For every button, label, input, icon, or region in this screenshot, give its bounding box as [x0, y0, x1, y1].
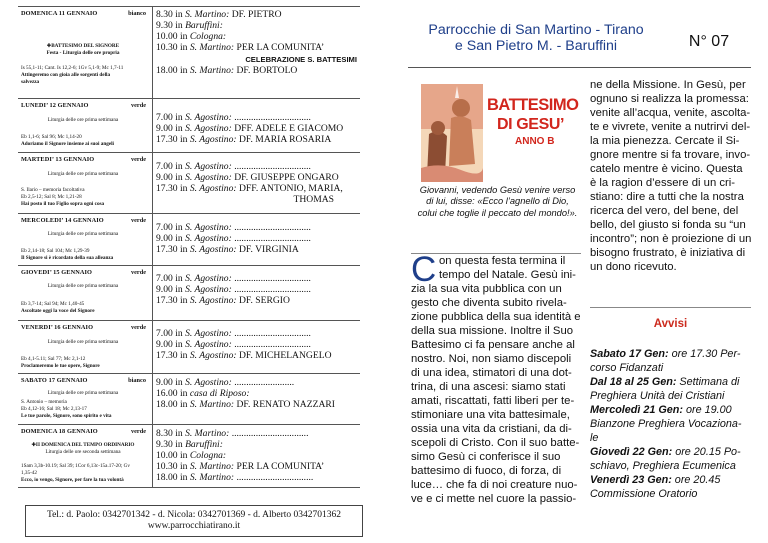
liturgical-color: verde [130, 156, 146, 163]
article-line: ve e ci mette nel cuore la passio- [411, 493, 577, 505]
weekly-calendar [18, 6, 360, 536]
mass-entry: 9.00 in S. Agostino: ................................ [156, 339, 311, 350]
article-line: della sua missione. Inoltre il Suo [411, 325, 574, 337]
day-name: SABATO 17 GENNAIO [21, 377, 88, 384]
drop-cap: C [411, 250, 437, 289]
mass-entry: 8.30 in S. Martino: DF. PIETRO [156, 9, 282, 20]
day-name: LUNEDI’ 12 GENNAIO [21, 102, 89, 109]
caption-line: colui che toglie il peccato del mondo!». [417, 207, 578, 218]
article-line: nostro. Noi, non siamo discepoli [411, 353, 572, 365]
mass-entry: 17.30 in S. Agostino: DFF. ANTONIO, MARIA, [156, 183, 343, 194]
baptism-illustration [421, 84, 483, 182]
notice-line: le [590, 432, 599, 444]
notice-line: corso Fidanzati [590, 362, 664, 374]
mass-entry: 18.00 in S. Martino: DF. RENATO NAZZARI [156, 399, 335, 410]
notice-line: Mercoledì 21 Gen: ore 19.00 [590, 404, 732, 416]
article-line: ricerca del vero, del bene, del [590, 205, 739, 217]
mass-entry: 10.30 in S. Martino: PER LA COMUNITA’ [156, 42, 325, 53]
article-line: simo Gesù ci conferisce il suo [411, 451, 561, 463]
psalm-response: Proclameremo le tue opere, Signore [21, 363, 100, 369]
readings: Is 55,1-11; Cant. Is 12,2-6; 1Gv 5,1-9; Mc 1,7-11 [21, 65, 124, 71]
mass-entry: 18.00 in S. Martino: ................................ [156, 472, 314, 483]
article-line: gesto che diventa subito rivela- [411, 297, 567, 309]
mass-schedule [154, 99, 360, 153]
article-column-1 [411, 250, 581, 536]
article-line: zia la sua vita pubblica con un [411, 283, 562, 295]
contact-footer [25, 505, 363, 537]
cover-title-word1: BATTESIMO [487, 96, 579, 114]
day-row-sunday-18 [18, 424, 360, 488]
notices-title: Avvisi [653, 318, 688, 330]
notice-line: Giovedì 22 Gen: ore 20.15 Po- [590, 446, 741, 458]
mass-entry: 7.00 in S. Agostino: ................................ [156, 161, 311, 172]
psalm-response: Ecco, io vengo, Signore, per fare la tua volontà [21, 477, 124, 483]
article-line: è la ragion d’essere di un cri- [590, 177, 736, 189]
article-line: catelo mentre è vicino. Questa [590, 163, 743, 175]
article-line: on questa festa termina il [439, 255, 566, 267]
mass-entry: 9.00 in S. Agostino: DF. GIUSEPPE ONGARO [156, 172, 339, 183]
cover-panel [411, 78, 584, 248]
liturgical-color: bianco [128, 10, 146, 17]
parish-name-line1: Parrocchie di San Martino - Tirano [428, 22, 644, 38]
article-line: Battesimo ci fa pensare anche al [411, 339, 575, 351]
liturgy-note: Liturgia delle ore prima settimana [47, 390, 119, 396]
mass-entry: 9.00 in S. Agostino: ................................ [156, 284, 311, 295]
mass-entry: 16.00 in casa di Riposo: [156, 388, 250, 399]
mass-entry: 9.30 in Baruffini: [156, 439, 223, 450]
article-line: la mia pienezza. Cercate il Si- [590, 135, 740, 147]
article-line: un dono ricevuto. [590, 261, 677, 273]
psalm-response: Le tue parole, Signore, sono spirito e vita [21, 413, 112, 419]
article-line: ognuno si realizza la promessa: [590, 93, 749, 105]
mass-schedule [154, 321, 360, 374]
day-row-tuesday-13 [18, 152, 360, 214]
article-line: tempo del Natale. Gesù ini- [439, 269, 576, 281]
mass-entry: 17.30 in S. Agostino: DF. MICHELANGELO [156, 350, 332, 361]
day-info [18, 266, 153, 321]
liturgy-note: Liturgia delle ore seconda settimana [45, 449, 121, 455]
liturgy-note: Liturgia delle ore prima settimana [47, 231, 119, 237]
parish-name-line2: e San Pietro M. - Baruffini [454, 38, 618, 54]
mass-entry: 17.30 in S. Agostino: DF. SERGIO [156, 295, 290, 306]
article-line: di una idea, stimatori di una dot- [411, 367, 572, 379]
article-line: stimoniare una vita battesimale, [411, 409, 570, 421]
day-row-saturday-17 [18, 373, 360, 425]
day-row-friday-16 [18, 320, 360, 374]
day-row-sunday-11 [18, 6, 360, 99]
mass-entry-continued: THOMAS [293, 194, 334, 205]
psalm-response: Il Signore si è ricordato della sua alleanza [21, 255, 114, 261]
mass-entry: 10.30 in S. Martino: PER LA COMUNITA’ [156, 461, 325, 472]
saint-memorial: S. Ilario – memoria facoltativa [21, 187, 85, 193]
day-info [18, 214, 153, 266]
liturgical-year: ANNO B [515, 136, 555, 147]
mass-entry: 17.30 in S. Agostino: DF. VIRGINIA [156, 244, 299, 255]
psalm-response: Attingeremo con gioia alle sorgenti della [21, 72, 111, 78]
mass-schedule [154, 7, 360, 99]
day-info [18, 7, 153, 99]
readings: Eb 1,1-6; Sal 96; Mc 1,14-20 [21, 134, 82, 140]
feast-name: ✚BATTESIMO DEL SIGNORE [46, 43, 120, 49]
issue-number: N° 07 [688, 33, 730, 50]
caption-line: Giovanni, vedendo Gesù venire verso [419, 185, 576, 195]
mass-entry: 9.30 in Baruffini: [156, 20, 223, 31]
mass-entry: 9.00 in S. Agostino: DFF. ADELE E GIACOMO [156, 123, 344, 134]
day-info [18, 321, 153, 374]
liturgical-color: bianco [128, 377, 146, 384]
special-celebration: CELEBRAZIONE S. BATTESIMI [245, 55, 357, 64]
psalm-response: Ascoltate oggi la voce del Signore [21, 308, 95, 314]
day-info [18, 425, 153, 487]
article-line: incontro”; non è proiezione di un [590, 233, 752, 245]
issue-number-box [667, 19, 751, 59]
phone-numbers: Tel.: d. Paolo: 0342701342 - d. Nicola: 0342701369 - d. Alberto 0342701362 [46, 510, 342, 520]
header-divider [408, 67, 751, 68]
psalm-response: Hai posto il tuo Figlio sopra ogni cosa [21, 201, 105, 207]
mass-entry: 7.00 in S. Agostino: ................................ [156, 328, 311, 339]
liturgical-color: verde [130, 102, 146, 109]
mass-entry: 9.00 in S. Agostino: ................................ [156, 233, 311, 244]
article-line: venite all’acqua, venite, ascolta- [590, 107, 751, 119]
readings: Eb 4,12-16; Sal 18; Mc 2,13-17 [21, 406, 87, 412]
day-info [18, 153, 153, 214]
notice-line: Commissione Oratorio [590, 488, 698, 500]
mass-schedule [154, 214, 360, 266]
notice-line: schiavo, Preghiera Ecumenica [590, 460, 736, 472]
mass-schedule [154, 425, 360, 487]
day-name: DOMENICA 11 GENNAIO [21, 10, 98, 17]
newsletter-title [408, 16, 664, 60]
notice-line: Dal 18 al 25 Gen: Settimana di [590, 376, 740, 388]
liturgical-color: verde [130, 428, 146, 435]
readings: 1Sam 3,3b-10.19; Sal 39; 1Cor 6,13c-15a.17-20; Gv [21, 463, 130, 469]
mass-entry: 7.00 in S. Agostino: ................................ [156, 222, 311, 233]
readings-cont: 1,35-42 [21, 470, 37, 476]
notice-line: Bianzone Preghiera Vocaziona- [590, 418, 742, 430]
cover-caption [411, 185, 584, 219]
notice-line: Venerdì 23 Gen: ore 20.45 [590, 474, 721, 486]
day-row-monday-12 [18, 98, 360, 153]
mass-entry: 7.00 in S. Agostino: ................................ [156, 112, 311, 123]
liturgy-note: Liturgia delle ore prima settimana [47, 117, 119, 123]
notice-line: Preghiera Unità dei Cristiani [590, 390, 725, 402]
caption-line: di lui, disse: «Ecco l’agnello di Dio, [426, 196, 569, 207]
liturgy-note: Liturgia delle ore prima settimana [47, 283, 119, 289]
article-line: trina, di una ascesi: siamo stati [411, 381, 566, 393]
mass-entry: 8.30 in S. Martino: ................................ [156, 428, 309, 439]
notices-box [590, 307, 751, 536]
mass-schedule [154, 374, 360, 425]
notice-line: Sabato 17 Gen: ore 17.30 Per- [590, 348, 741, 360]
mass-entry: 10.00 in Cologna: [156, 31, 227, 42]
day-name: VENERDI’ 16 GENNAIO [21, 324, 94, 331]
day-info [18, 99, 153, 153]
mass-entry: 18.00 in S. Martino: DF. BORTOLO [156, 65, 298, 76]
liturgy-note: Festa - Liturgia delle ore propria [46, 50, 120, 56]
liturgical-color: verde [130, 217, 146, 224]
psalm-response-cont: salvezza [21, 79, 40, 85]
article-line: amati, riscattati, fatti liberi per te- [411, 395, 575, 407]
day-row-thursday-15 [18, 265, 360, 321]
article-line: ne della Missione. In Gesù, per [590, 79, 746, 91]
mass-schedule [154, 153, 360, 214]
mass-entry: 10.00 in Cologna: [156, 450, 227, 461]
day-name: MERCOLEDI’ 14 GENNAIO [21, 217, 104, 224]
mass-entry: 7.00 in S. Agostino: ................................ [156, 273, 311, 284]
website-link[interactable]: www.parrocchiatirano.it [147, 521, 241, 531]
article-line: te e vivrete, venite a nutrirvi del- [590, 121, 751, 133]
liturgy-note: Liturgia delle ore prima settimana [47, 171, 119, 177]
day-name: DOMENICA 18 GENNAIO [21, 428, 98, 435]
cover-title-word2: DI GESU’ [497, 116, 565, 133]
mass-schedule [154, 266, 360, 321]
article-line: ossia una vita da cristiani, da di- [411, 423, 572, 435]
readings: Eb 4,1-5.11; Sal 77; Mc 2,1-12 [21, 356, 86, 362]
readings: Eb 2,5-12; Sal 8; Mc 1,21-28 [21, 194, 82, 200]
mass-entry: 9.00 in S. Agostino: ......................... [156, 377, 295, 388]
readings: Eb 2,14-18; Sal 104; Mc 1,29-39 [21, 248, 90, 254]
readings: Eb 3,7-14; Sal 94; Mc 1,40-45 [21, 301, 85, 307]
article-line: scepoli di Cristo. Con il suo batte- [411, 437, 580, 449]
article-line: battesimo di fuoco, di forza, di [411, 465, 562, 477]
liturgical-color: verde [130, 269, 146, 276]
article-line: bisogno frustrato, è iniziativa di [590, 247, 746, 259]
article-line: bello, del giusto si fonda su “un [590, 219, 746, 231]
day-row-wednesday-14 [18, 213, 360, 266]
article-line: luce… che fa di noi creature nuo- [411, 479, 578, 491]
day-info [18, 374, 153, 425]
saint-memorial: S. Antonio – memoria [21, 399, 67, 405]
liturgical-color: verde [130, 324, 146, 331]
day-name: MARTEDI’ 13 GENNAIO [21, 156, 95, 163]
mass-entry: 17.30 in S. Agostino: DF. MARIA ROSARIA [156, 134, 332, 145]
psalm-response: Adoriamo il Signore insieme ai suoi angeli [21, 141, 114, 147]
liturgy-note: Liturgia delle ore prima settimana [47, 339, 119, 345]
article-line: zione pubblica della sua identità e [411, 311, 581, 323]
article-line: gnore mentre si fa trovare, invo- [590, 149, 751, 161]
feast-name: ✚II DOMENICA DEL TEMPO ORDINARIO [31, 442, 135, 448]
day-name: GIOVEDI’ 15 GENNAIO [21, 269, 93, 276]
article-line: stiano: dire a tutti che la nostra [590, 191, 744, 203]
